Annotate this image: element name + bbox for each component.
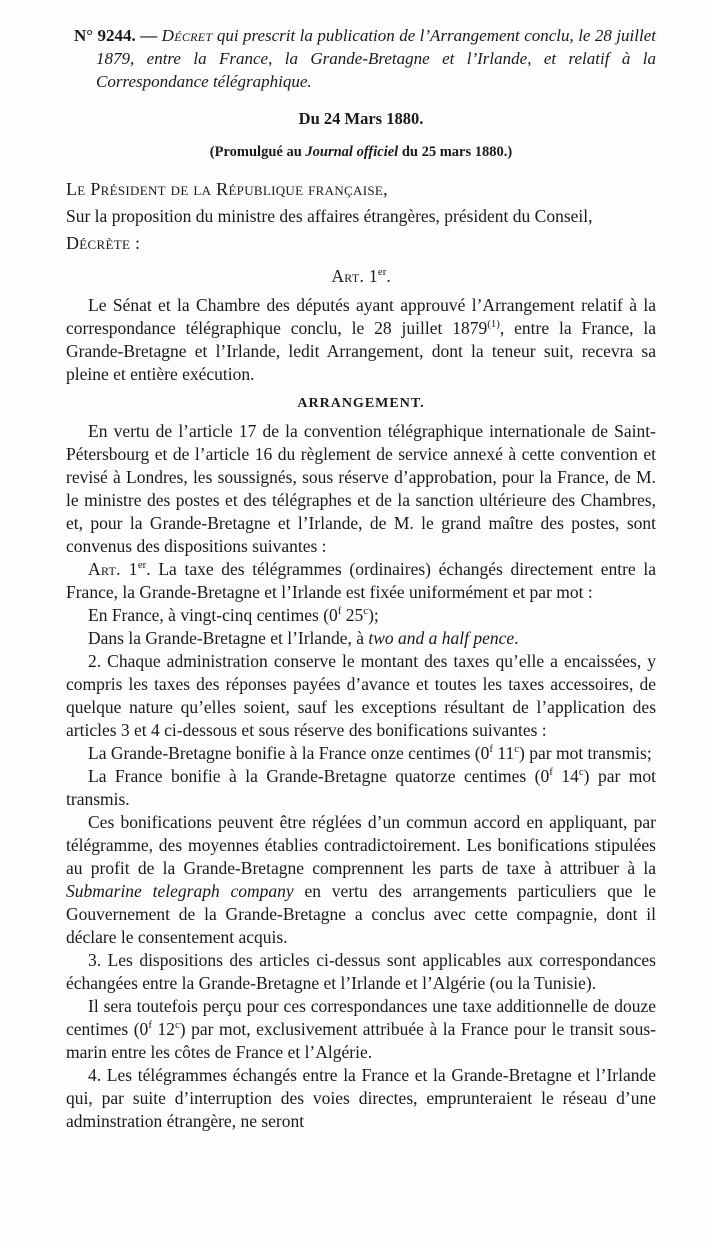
proposition-line: Sur la proposition du ministre des affaires étrangères, président du Conseil, <box>66 206 593 226</box>
line-tariff-great-britain: Dans la Grande-Bretagne et l’Irlande, à two and a half pence. <box>88 628 519 648</box>
paragraph-2-taxes: 2. Chaque administration conserve le montant des taxes qu’elle a encaissées, y compris les taxes des réponses payées d’avance et toutes les taxes accessoires, de quelque nature qu’elles soient, sauf les exceptions résultant de l’application des articles 3 et 4 ci-dessous et sous réserve des bonifications suivantes : <box>66 651 656 740</box>
decree-line: Décrète : <box>66 233 141 253</box>
promulgation-note: (Promulgué au Journal officiel du 25 mars 1880.) <box>209 144 513 160</box>
paragraph-approval: Le Sénat et la Chambre des députés ayant approuvé l’Arrangement relatif à la correspondance télégraphique conclu, le 28 juillet 1879$^{(1)}$, entre la France, la Grande-Bretagne et l’Irlande, ledit Arrangement, dont la teneur suit, recevra sa pleine et entière exécution. <box>66 295 656 384</box>
paragraph-en-vertu: En vertu de l’article 17 de la convention télégraphique internationale de Saint-Pétersbourg et de l’article 16 du règlement de service annexé à cette convention et revisé à Londres, les soussignés, sous réserve d’approbation, pour la France, de M. le ministre des postes et des télégraphes et de la sanction ultérieure des Chambres, et, pour la Grande-Bretagne et l’Irlande, de M. le grand maître des postes, sont convenus des dispositions suivantes : <box>66 421 656 556</box>
article-1-heading: Art. 1er. <box>331 266 391 286</box>
paragraph-bonifications-reglees: Ces bonifications peuvent être réglées d’un commun accord en appliquant, par télégramme, des moyennes établies contradictoirement. Les bonifications stipulées au profit de la Grande-Bretagne comprennent les parts de taxe à attribuer à la Submarine telegraph company en vertu des arrangements particuliers que le Gouvernement de la Grande-Bretagne a conclus avec cette compagnie, dont il déclare le consentement acquis. <box>66 812 656 947</box>
paragraph-france-bonification: La France bonifie à la Grande-Bretagne quatorze centimes (0$^f$ 14$^c$) par mot transmis. <box>66 766 656 809</box>
paragraph-art1-taxe: Art. 1er. La taxe des télégrammes (ordinaires) échangés directement entre la France, la Grande-Bretagne et l’Irlande est fixée uniformément et par mot : <box>66 559 656 602</box>
arrangement-heading: ARRANGEMENT. <box>297 396 425 411</box>
paragraph-taxe-additionnelle: Il sera toutefois perçu pour ces correspondances une taxe additionnelle de douze centimes (0$^f$ 12$^c$) par mot, exclusivement attribuée à la France pour le transit sous-marin entre les côtes de France et l’Algérie. <box>66 996 657 1062</box>
date-line: Du 24 Mars 1880. <box>298 109 424 128</box>
paragraph-4-interruption: 4. Les télégrammes échangés entre la France et la Grande-Bretagne et l’Irlande qui, par suite d’interruption des voies directes, emprunteraient le réseau d’une adminstration étrangère, ne seront <box>66 1065 656 1131</box>
paragraph-gb-bonification: La Grande-Bretagne bonifie à la France onze centimes (0$^f$ 11$^c$) par mot transmis; <box>88 743 652 763</box>
headnote: N° 9244. — Décret qui prescrit la publication de l’Arrangement conclu, le 28 juillet 1879, entre la France, la Grande-Bretagne et l’Irlande, et relatif à la Correspondance télégraphique. <box>74 26 656 91</box>
paragraph-3-correspondances: 3. Les dispositions des articles ci-dessus sont applicables aux correspondances échangées entre la Grande-Bretagne et l’Irlande et l’Algérie (ou la Tunisie). <box>66 950 656 993</box>
salutation-line: Le Président de la République française, <box>66 179 388 199</box>
line-tariff-france: En France, à vingt-cinq centimes (0$^f$ 25$^c$); <box>88 605 379 625</box>
